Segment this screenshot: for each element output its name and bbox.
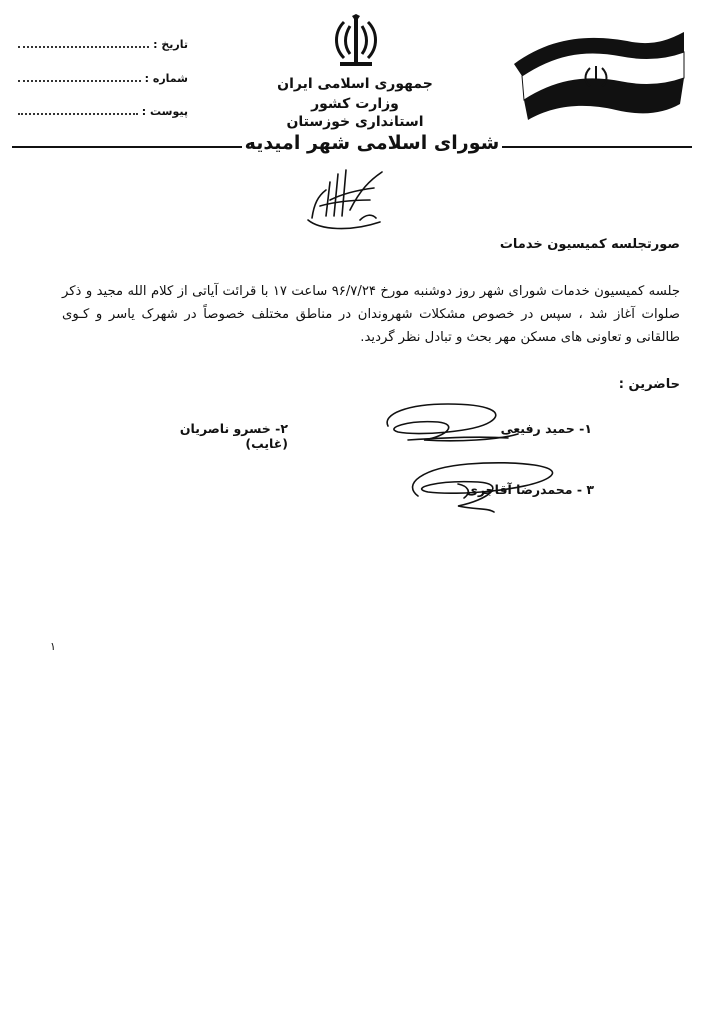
iran-emblem-icon — [330, 14, 382, 70]
attendee-2: ۲- خسرو ناصریان (غایب) — [179, 421, 288, 451]
iran-flag-icon — [512, 30, 688, 122]
number-label: شماره : — [144, 71, 188, 85]
country-name: جمهوری اسلامی ایران — [277, 76, 433, 92]
date-label: تاریخ : — [153, 37, 188, 51]
attendees-label: حاضرین : — [618, 377, 680, 392]
governorate-name: استانداری خوزستان — [286, 114, 424, 130]
council-title-bar — [12, 132, 692, 156]
document-body: جلسه کمیسیون خدمات شورای شهر روز دوشنبه مورخ ۹۶/۷/۲۴ ساعت ۱۷ با قرائت آیاتی از کلام الله مجید و ذکر صلوات آغاز شد ، سپس در خصوص مشکلات شهروندان در مناطق مختلف خصوصاً در شهرک یاسر و کـوی طالقانی و تعاونی های مسکن مهر بحث و تبادل نظر گردید. — [62, 284, 680, 345]
title-rule-left — [12, 146, 244, 148]
signature-3 — [398, 456, 578, 516]
attachment-label: پیوست : — [141, 104, 188, 118]
number-field — [18, 70, 188, 86]
signature-1 — [378, 396, 528, 448]
document-heading: صورتجلسه کمیسیون خدمات — [499, 237, 680, 252]
number-dotted-line — [18, 80, 141, 82]
attendee-1: ۱- حمید رفیعی — [500, 421, 592, 436]
attendee-3: ۳ - محمدرضا آقاجری — [466, 482, 594, 497]
council-title: شورای اسلامی شهر امیدیه — [242, 132, 502, 154]
attachment-field — [18, 103, 188, 119]
title-rule-right — [500, 146, 692, 148]
date-dotted-line — [18, 46, 149, 48]
margin-note: ۱ — [50, 640, 56, 653]
attachment-dotted-line — [18, 113, 138, 115]
basmala-calligraphy — [300, 160, 390, 236]
date-field — [18, 36, 188, 52]
ministry-name: وزارت کشور — [311, 96, 399, 112]
